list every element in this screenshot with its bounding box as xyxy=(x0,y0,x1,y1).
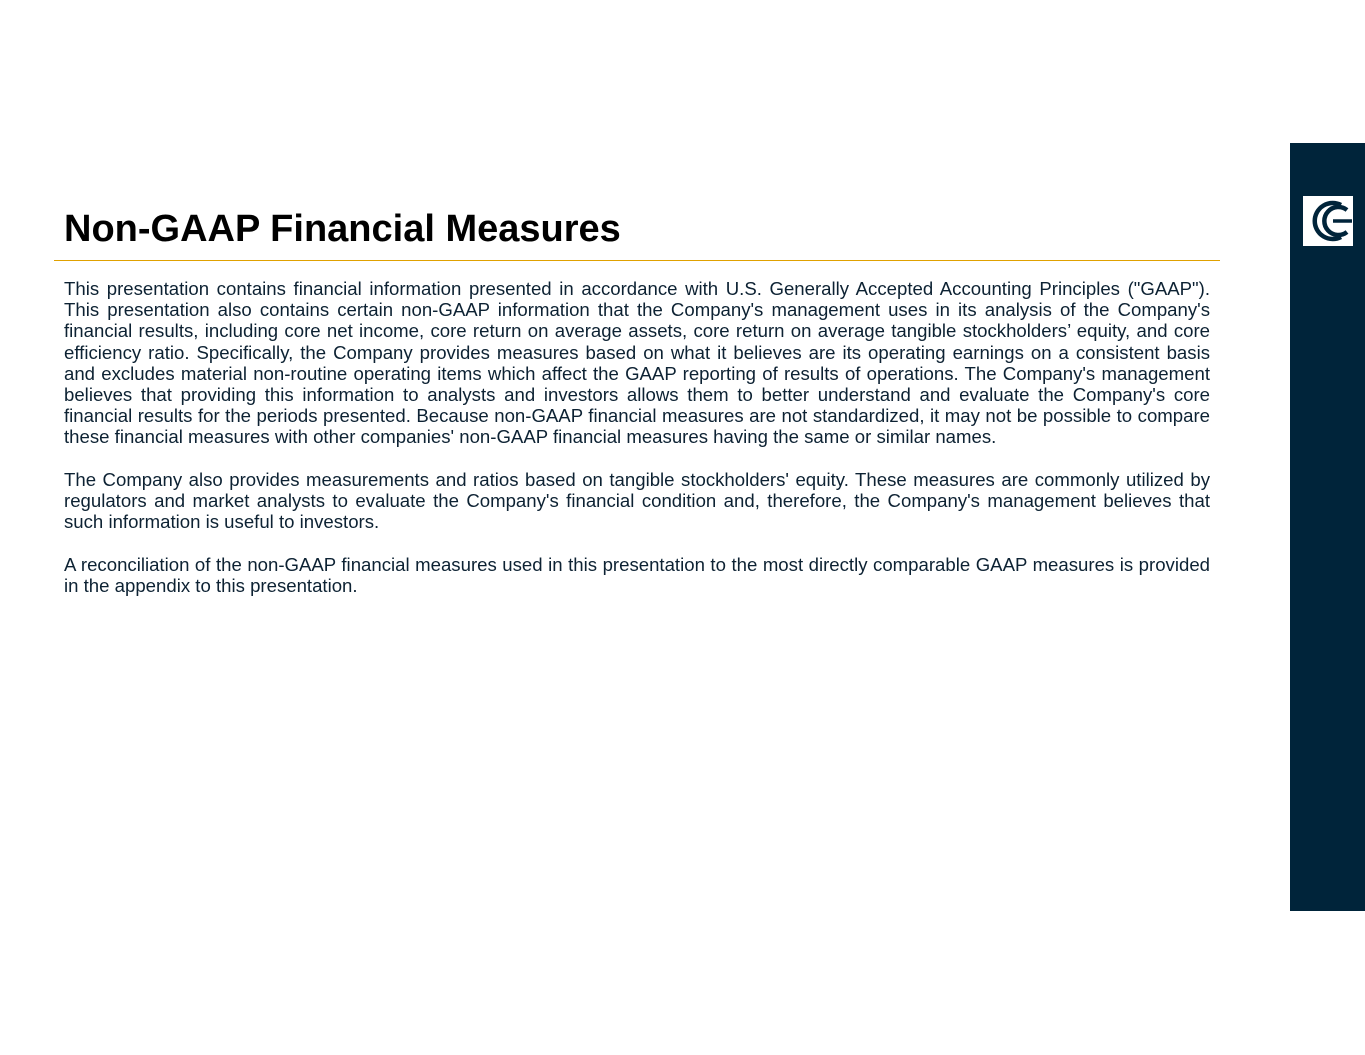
title-divider xyxy=(54,260,1220,261)
paragraph-reconciliation: A reconciliation of the non-GAAP financial measures used in this presentation to the most directly comparable GAAP measures is provided in the appendix to this presentation. xyxy=(64,553,1210,596)
company-logo-icon xyxy=(1303,196,1353,246)
slide-body xyxy=(64,278,1210,617)
side-brand-panel xyxy=(1290,143,1365,911)
paragraph-non-gaap-intro: This presentation contains financial information presented in accordance with U.S. Generally Accepted Accounting Principles ("GAAP"). This presentation also contains certain non-GAAP information that the Company's management uses in its analysis of the Company's financial results, including core net income, core return on average assets, core return on average tangible stockholders’ equity, and core efficiency ratio. Specifically, the Company provides measures based on what it believes are its operating earnings on a consistent basis and excludes material non-routine operating items which affect the GAAP reporting of results of operations. The Company's management believes that providing this information to analysts and investors allows them to better understand and evaluate the Company's core financial results for the periods presented. Because non-GAAP financial measures are not standardized, it may not be possible to compare these financial measures with other companies' non-GAAP financial measures having the same or similar names. xyxy=(64,278,1210,448)
paragraph-tangible-equity: The Company also provides measurements and ratios based on tangible stockholders' equity. These measures are commonly utilized by regulators and market analysts to evaluate the Company's financial condition and, therefore, the Company's management believes that such information is useful to investors. xyxy=(64,468,1210,533)
slide-title: Non-GAAP Financial Measures xyxy=(64,208,621,250)
